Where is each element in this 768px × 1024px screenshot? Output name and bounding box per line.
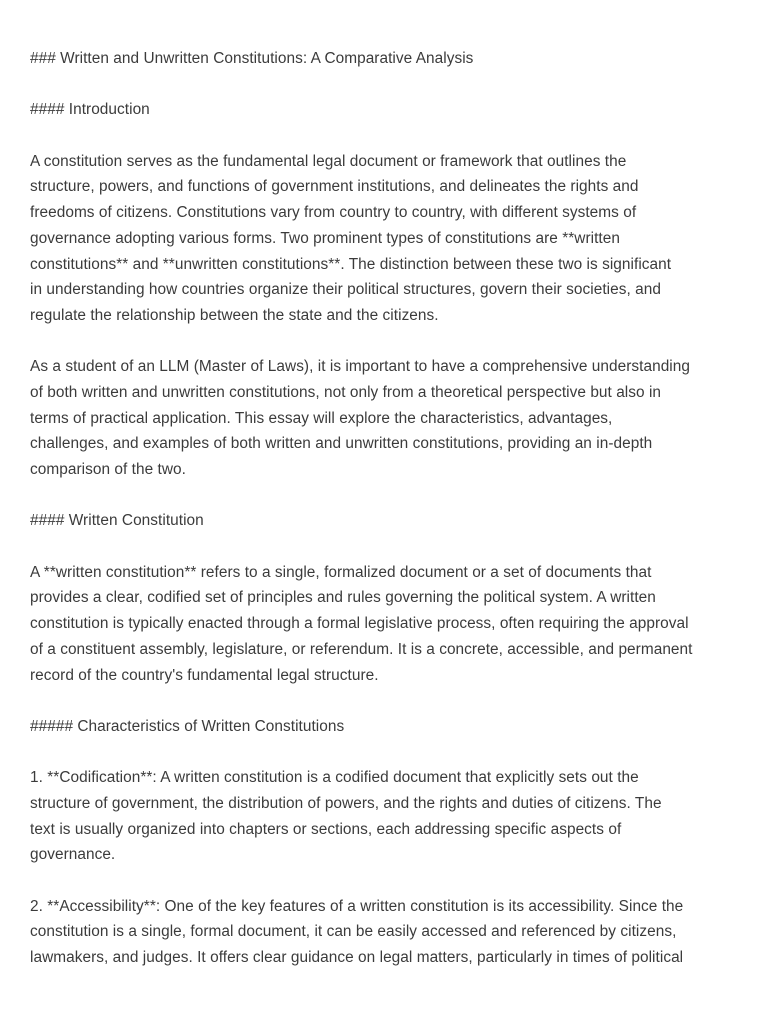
text-line: record of the country's fundamental legal structure.: [30, 666, 379, 684]
text-line: A **written constitution** refers to a single, formalized document or a set of documents that: [30, 563, 652, 581]
list-item-codification: [30, 765, 742, 868]
list-item-accessibility: [30, 894, 742, 971]
document-body: [30, 46, 742, 971]
spacer: [30, 72, 742, 98]
spacer: [30, 329, 742, 355]
text-line: terms of practical application. This essay will explore the characteristics, advantages,: [30, 409, 613, 427]
text-line: 2. **Accessibility**: One of the key features of a written constitution is its accessibility. Since the: [30, 897, 684, 915]
paragraph-intro-1: [30, 149, 742, 329]
text-line: freedoms of citizens. Constitutions vary from country to country, with different systems of: [30, 204, 637, 222]
paragraph-written-1: [30, 560, 742, 688]
text-line: comparison of the two.: [30, 461, 186, 478]
text-line: of both written and unwritten constitutions, not only from a theoretical perspective but also in: [30, 383, 662, 401]
section-heading-written-constitution: #### Written Constitution: [30, 512, 204, 530]
text-line: challenges, and examples of both written and unwritten constitutions, providing an in-depth: [30, 435, 653, 453]
section-heading-introduction: #### Introduction: [30, 101, 150, 119]
subsection-heading-characteristics: ##### Characteristics of Written Constitutions: [30, 717, 345, 735]
text-line: constitution is a single, formal document, it can be easily accessed and referenced by citizens,: [30, 923, 677, 941]
text-line: structure of government, the distribution of powers, and the rights and duties of citizens. The: [30, 794, 662, 812]
spacer: [30, 868, 742, 894]
text-line: regulate the relationship between the state and the citizens.: [30, 306, 439, 324]
text-line: 1. **Codification**: A written constitution is a codified document that explicitly sets out the: [30, 769, 639, 787]
text-line: in understanding how countries organize their political structures, govern their societies, and: [30, 281, 661, 299]
text-line: text is usually organized into chapters or sections, each addressing specific aspects of: [30, 820, 622, 838]
spacer: [30, 483, 742, 509]
paragraph-intro-2: [30, 354, 742, 482]
text-line: governance.: [30, 846, 116, 864]
text-line: constitution is typically enacted through a formal legislative process, often requiring the approval: [30, 615, 689, 633]
spacer: [30, 534, 742, 560]
spacer: [30, 688, 742, 714]
text-line: lawmakers, and judges. It offers clear guidance on legal matters, particularly in times of political: [30, 949, 684, 967]
document-title: ### Written and Unwritten Constitutions: A Comparative Analysis: [30, 50, 474, 67]
text-line: A constitution serves as the fundamental legal document or framework that outlines the: [30, 152, 627, 170]
spacer: [30, 740, 742, 766]
text-line: structure, powers, and functions of government institutions, and delineates the rights and: [30, 178, 639, 196]
text-line: constitutions** and **unwritten constitutions**. The distinction between these two is significant: [30, 255, 672, 273]
text-line: provides a clear, codified set of principles and rules governing the political system. A written: [30, 589, 656, 607]
text-line: of a constituent assembly, legislature, or referendum. It is a concrete, accessible, and permanent: [30, 640, 693, 658]
text-line: governance adopting various forms. Two prominent types of constitutions are **written: [30, 229, 620, 247]
spacer: [30, 123, 742, 149]
text-line: As a student of an LLM (Master of Laws), it is important to have a comprehensive understanding: [30, 358, 690, 376]
